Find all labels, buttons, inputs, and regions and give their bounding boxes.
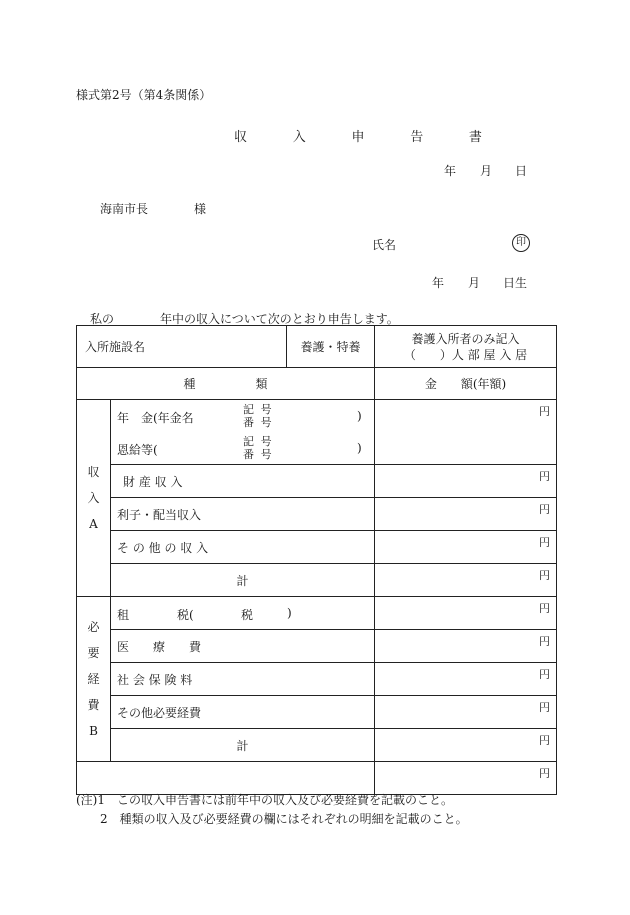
expense-subtotal-amount-cell[interactable]: [375, 729, 557, 762]
addressee-honorific: 様: [194, 202, 207, 216]
social-insurance-label: 社 会 保 険 料: [111, 663, 375, 696]
room-occupancy-label: （ ）人 部 屋 入 居: [403, 347, 528, 362]
care-only-label: 養護入所者のみ記入: [411, 331, 520, 346]
yen-unit: 円: [539, 734, 551, 747]
expense-group-char: 要: [87, 646, 100, 660]
kigo-label: 記号: [243, 403, 279, 416]
medical-expense-label: 医 療 費: [111, 630, 375, 663]
onkyu-kigo-bango: [243, 435, 278, 461]
other-income-amount-cell[interactable]: [375, 531, 557, 564]
pension-kigo-bango: [243, 403, 278, 429]
column-header-amount: 金 額(年額): [375, 368, 557, 400]
yen-unit: 円: [539, 767, 551, 780]
yen-unit: 円: [539, 405, 551, 418]
yen-unit: 円: [539, 536, 551, 549]
facility-name-cell[interactable]: [77, 326, 287, 368]
document-title: 収 入 申 告 書: [234, 130, 503, 145]
date-year-label: 年: [444, 164, 457, 178]
income-subtotal-label: 計: [111, 564, 375, 597]
tax-row-label: [111, 597, 375, 630]
pension-close-paren: ): [357, 409, 362, 423]
difference-label-cell: [77, 762, 375, 795]
interest-dividend-amount-cell[interactable]: [375, 498, 557, 531]
expense-group-char: B: [89, 724, 98, 738]
yen-unit: 円: [539, 635, 551, 648]
income-group-char: 収: [87, 465, 100, 479]
tax-close-paren: ): [287, 606, 292, 620]
tax-amount-cell[interactable]: [375, 597, 557, 630]
kigo-label: 記号: [243, 435, 279, 448]
seal-mark: 印: [512, 234, 530, 252]
pension-amount-cell[interactable]: [375, 400, 557, 465]
note-1: (注)1 この収入申告書には前年中の収入及び必要経費を記載のこと。: [76, 793, 454, 807]
other-expense-label: その他必要経費: [111, 696, 375, 729]
difference-amount-cell[interactable]: [375, 762, 557, 795]
income-group-char: A: [89, 517, 98, 531]
expense-group-char: 必: [87, 620, 100, 634]
applicant-name-label: 氏名: [372, 238, 397, 252]
addressee-name: 海南市長: [100, 202, 149, 216]
medical-expense-amount-cell[interactable]: [375, 630, 557, 663]
statement-text: 年中の収入について次のとおり申告します。: [160, 312, 399, 326]
form-id: 様式第2号（第4条関係）: [76, 88, 212, 102]
expense-group-char: 費: [87, 698, 100, 712]
yen-unit: 円: [539, 602, 551, 615]
birth-month-label: 月: [468, 276, 481, 290]
yen-unit: 円: [539, 569, 551, 582]
social-insurance-amount-cell[interactable]: [375, 663, 557, 696]
care-type-cell: 養護・特養: [287, 326, 375, 368]
expense-group-label: [77, 597, 111, 762]
note-2: 2 種類の収入及び必要経費の欄にはそれぞれの明細を記載のこと。: [100, 812, 468, 826]
yen-unit: 円: [539, 503, 551, 516]
pension-label: 年 金(年金名: [117, 411, 194, 425]
birth-day-label: 日生: [503, 276, 528, 290]
income-subtotal-amount-cell[interactable]: [375, 564, 557, 597]
other-expense-amount-cell[interactable]: [375, 696, 557, 729]
onkyu-label: 恩給等(: [117, 443, 158, 457]
bango-label: 番号: [243, 448, 279, 461]
other-income-label: そ の 他 の 収 入: [111, 531, 375, 564]
column-header-category: 種 類: [77, 368, 375, 400]
income-declaration-table: [76, 325, 557, 795]
facility-name-label: 入所施設名: [85, 340, 146, 354]
interest-dividend-label: 利子・配当収入: [111, 498, 375, 531]
expense-group-char: 経: [87, 672, 100, 686]
expense-subtotal-label: 計: [111, 729, 375, 762]
yen-unit: 円: [539, 668, 551, 681]
yen-unit: 円: [539, 470, 551, 483]
onkyu-close-paren: ): [357, 441, 362, 455]
tax-inner-label: 税: [241, 608, 254, 622]
date-day-label: 日: [515, 164, 528, 178]
care-only-cell: [375, 326, 557, 368]
property-income-amount-cell[interactable]: [375, 465, 557, 498]
yen-unit: 円: [539, 701, 551, 714]
birth-year-label: 年: [432, 276, 445, 290]
date-month-label: 月: [480, 164, 493, 178]
statement-subject: 私の: [90, 312, 115, 326]
income-group-char: 入: [87, 491, 100, 505]
property-income-label: 財 産 収 入: [111, 465, 375, 498]
tax-label: 租 税(: [117, 608, 194, 622]
pension-rows-cell: [111, 400, 375, 465]
income-group-label: [77, 400, 111, 597]
bango-label: 番号: [243, 416, 279, 429]
